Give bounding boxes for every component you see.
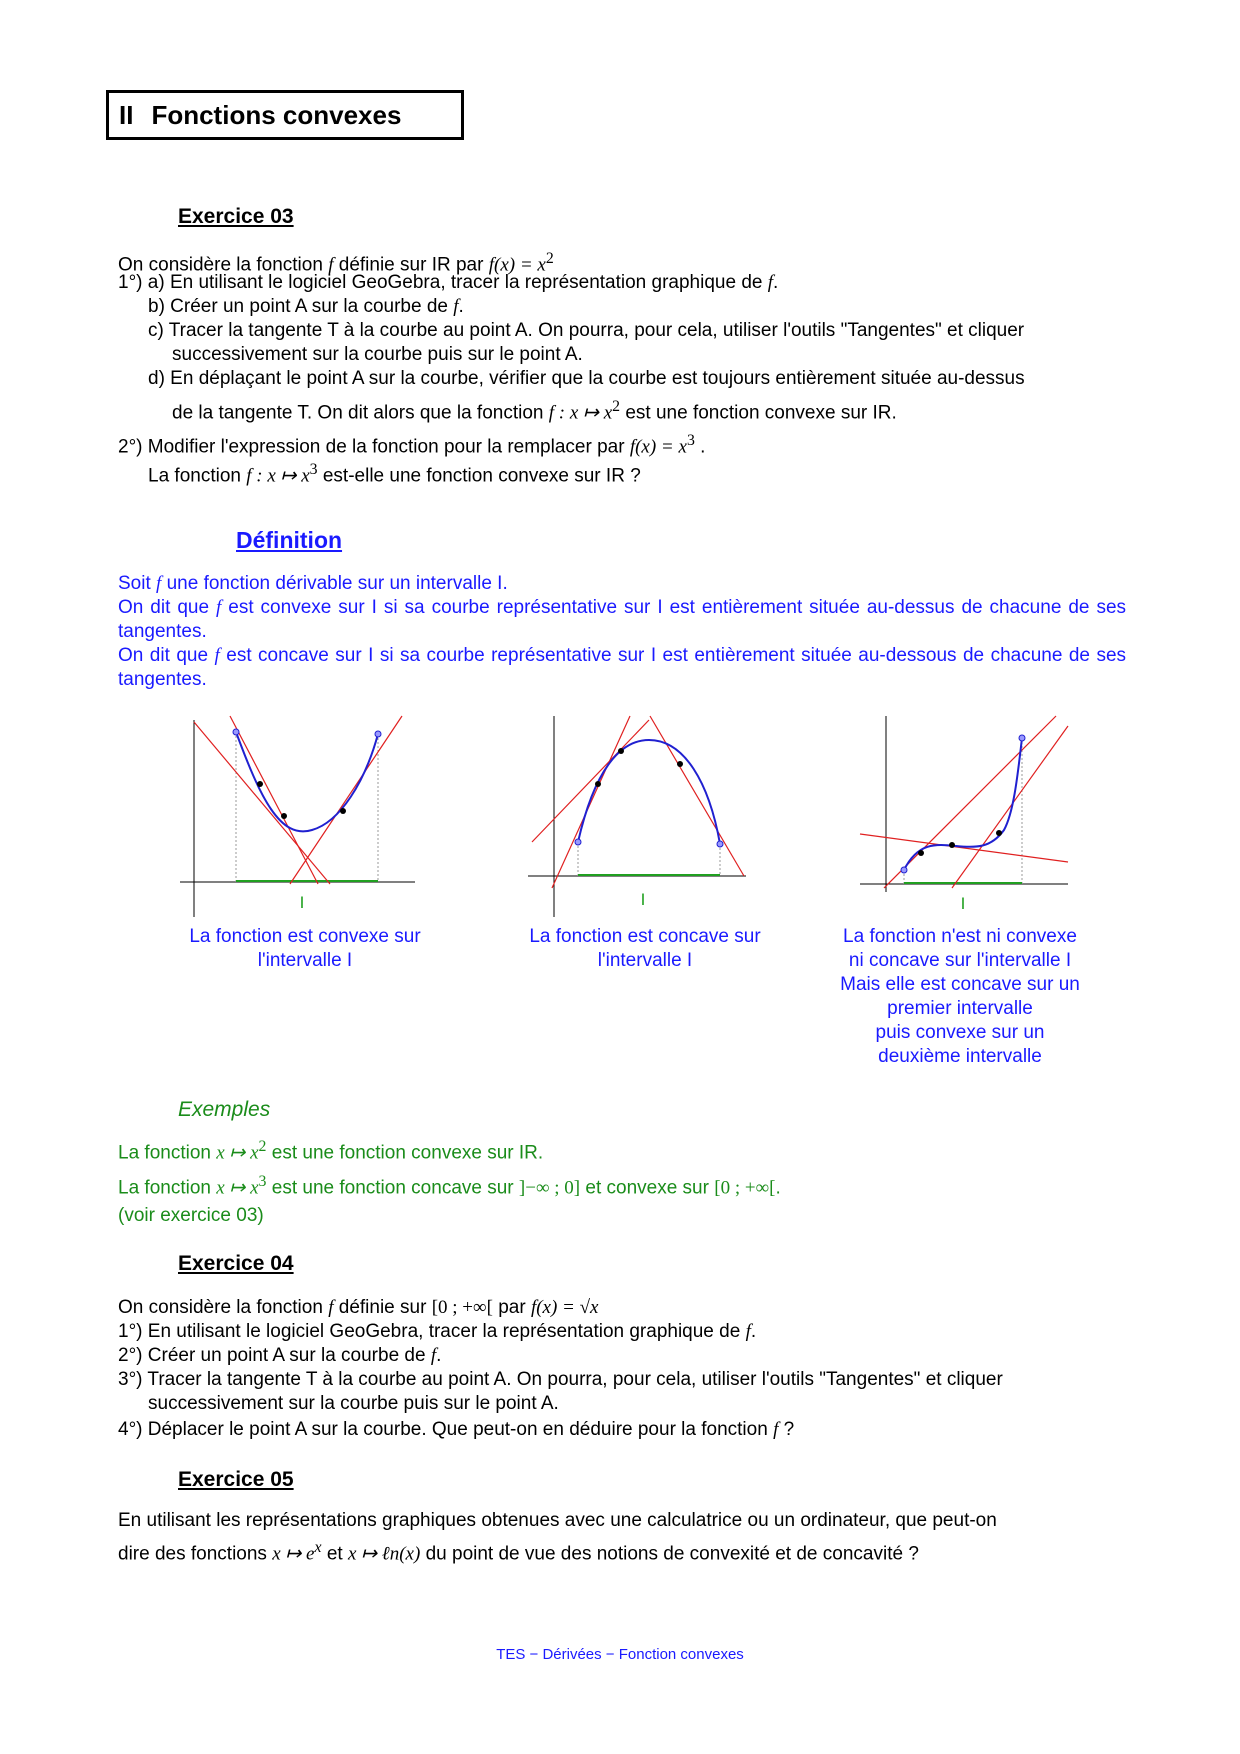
ex03-q1b: b) Créer un point A sur la courbe de f.: [148, 296, 464, 317]
tangent-line: [230, 716, 318, 884]
tangent-point: [677, 761, 683, 767]
caption-inflection: La fonction n'est ni convexe ni concave sur l'intervalle I Mais elle est concave sur un premier intervalle puis convexe sur un deuxième intervalle: [840, 926, 1080, 1067]
ex03-intro: On considère la fonction f définie sur IR par $f(x) = x^2$: [118, 250, 554, 276]
ex03-q1d: d) En déplaçant le point A sur la courbe, vérifier que la courbe est toujours entièrement située au-dessus: [148, 368, 1025, 389]
example-3: (voir exercice 03): [118, 1205, 264, 1226]
ex04-q2: 2°) Créer un point A sur la courbe de f.: [118, 1345, 442, 1366]
ex03-q1a: 1°) a) En utilisant le logiciel GeoGebra, tracer la représentation graphique de f.: [118, 272, 779, 293]
endpoint: [375, 731, 381, 737]
convex-curve: [236, 732, 378, 831]
tangent-line: [650, 716, 744, 876]
ex03-q2: 2°) Modifier l'expression de la fonction pour la remplacer par $f(x) = x^3$ .: [118, 432, 706, 458]
tangent-point: [340, 808, 346, 814]
section-header: [106, 90, 464, 140]
endpoint: [901, 867, 907, 873]
tangent-point: [618, 748, 624, 754]
definition-title: Définition: [236, 527, 343, 553]
tangent-line: [290, 716, 402, 884]
definition-line-1: Soit f une fonction dérivable sur un intervalle I.: [118, 573, 508, 594]
caption-convex: La fonction est convexe sur l'intervalle I: [189, 926, 421, 971]
tangent-point: [257, 781, 263, 787]
section-number: II: [119, 100, 134, 130]
definition-concave: On dit que f est concave sur I si sa courbe représentative sur I est entièrement située au-dessous de chacune de ses tangentes.: [118, 645, 1127, 690]
exercise-04-title: Exercice 04: [178, 1252, 294, 1275]
example-2: La fonction x ↦ $x^3$ est une fonction concave sur ]−∞ ; 0] et convexe sur [0 ; +∞[.: [118, 1173, 781, 1199]
ex04-q1: 1°) En utilisant le logiciel GeoGebra, tracer la représentation graphique de f.: [118, 1321, 757, 1342]
caption-concave: La fonction est concave sur l'intervalle I: [529, 926, 761, 971]
endpoint: [233, 729, 239, 735]
endpoint: [575, 839, 581, 845]
interval-label: I: [960, 894, 966, 913]
exercise-05-title: Exercice 05: [178, 1468, 294, 1491]
ex03-q1c: c) Tracer la tangente T à la courbe au point A. On pourra, pour cela, utiliser l'outils "Tangentes" et cliquer: [148, 320, 1025, 341]
ex04-q3: 3°) Tracer la tangente T à la courbe au point A. On pourra, pour cela, utiliser l'outils "Tangentes" et cliquer: [118, 1369, 1003, 1390]
tangent-line: [532, 720, 649, 842]
ex03-q1c-cont: successivement sur la courbe puis sur le point A.: [172, 344, 583, 365]
endpoint: [717, 841, 723, 847]
endpoint: [1019, 735, 1025, 741]
tangent-line: [860, 834, 1068, 862]
figure-inflection: [856, 712, 1076, 922]
example-1: La fonction x ↦ $x^2$ est une fonction convexe sur IR.: [118, 1138, 544, 1164]
ex05-line-2: dire des fonctions x ↦ $e^x$ et x ↦ ℓn(x) du point de vue des notions de convexité et de concavité ?: [118, 1539, 919, 1565]
interval-label: I: [640, 890, 646, 909]
ex03-q2-question: La fonction f : x ↦ $x^3$ est-elle une fonction convexe sur IR ?: [148, 461, 641, 487]
ex04-q3-cont: successivement sur la courbe puis sur le point A.: [148, 1393, 559, 1414]
ex03-q1d-cont: de la tangente T. On dit alors que la fonction f : x ↦ $x^2$ est une fonction convexe sur IR.: [172, 398, 897, 424]
examples-title: Exemples: [178, 1098, 271, 1121]
tangent-line: [194, 722, 330, 884]
ex05-line-1: En utilisant les représentations graphiques obtenues avec une calculatrice ou un ordinateur, que peut-on: [118, 1510, 997, 1531]
section-title: Fonctions convexes: [151, 100, 402, 130]
figure-concave: [524, 712, 754, 922]
concave-curve: [578, 740, 720, 844]
page-footer: TES − Dérivées − Fonction convexes: [496, 1646, 744, 1663]
interval-label: I: [299, 893, 305, 912]
ex04-q4: 4°) Déplacer le point A sur la courbe. Que peut-on en déduire pour la fonction f ?: [118, 1419, 795, 1440]
tangent-point: [281, 813, 287, 819]
ex04-intro: On considère la fonction f définie sur [0 ; +∞[ par f(x) = √x: [118, 1297, 599, 1318]
tangent-point: [949, 842, 955, 848]
tangent-line: [952, 726, 1068, 888]
tangent-point: [918, 850, 924, 856]
tangent-point: [996, 830, 1002, 836]
exercise-03-title: Exercice 03: [178, 205, 294, 228]
tangent-line: [552, 716, 630, 888]
tangent-point: [595, 781, 601, 787]
figure-convex: [180, 712, 430, 922]
definition-convex: On dit que f est convexe sur I si sa courbe représentative sur I est entièrement située au-dessus de chacune de ses tangentes.: [118, 597, 1127, 642]
